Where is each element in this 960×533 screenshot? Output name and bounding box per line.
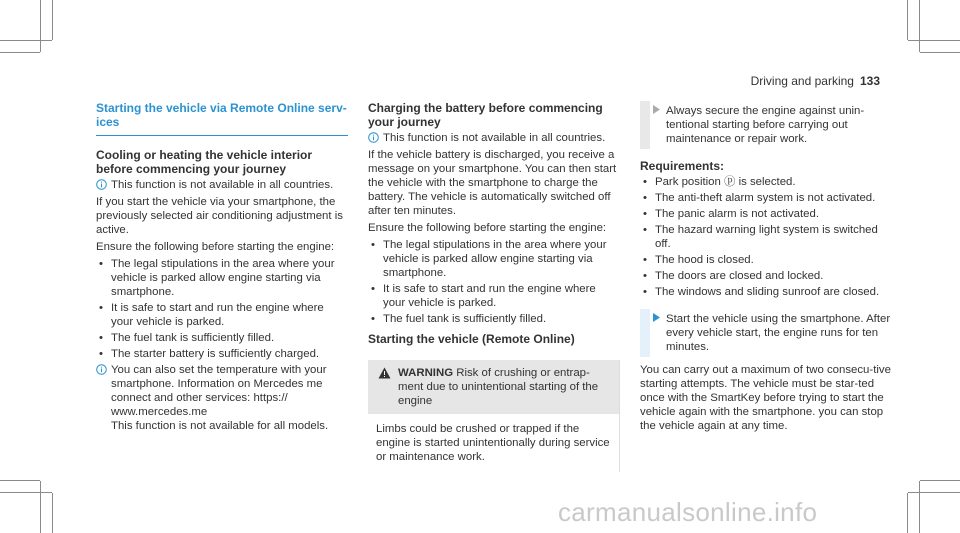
- action-step: [640, 309, 892, 357]
- warning-icon: [378, 367, 391, 379]
- bullet-list: [96, 257, 348, 361]
- crop-mark: [0, 40, 52, 41]
- subsection-heading: Charging the battery before commencing your journey: [368, 101, 603, 129]
- column-3: [640, 101, 892, 436]
- subsection-heading: Starting the vehicle (Remote Online): [368, 332, 575, 346]
- list-item-text: The fuel tank is sufficiently filled.: [111, 332, 275, 344]
- list-item-text: The hazard warning light system is switched off.: [655, 224, 878, 250]
- step-text: Start the vehicle using the smartphone. After every vehicle start, the engine runs for ten minutes.: [666, 313, 891, 353]
- list-item: • The hood is closed.: [643, 254, 754, 266]
- crop-mark: [907, 493, 908, 533]
- arrow-right-icon: [653, 105, 660, 114]
- warning-box: [368, 360, 620, 472]
- watermark: carmanualsonline.info: [558, 497, 818, 527]
- crop-mark: [52, 493, 53, 533]
- info-icon: [368, 132, 379, 143]
- note-text: This function is not available for all models.: [111, 420, 329, 432]
- paragraph: Ensure the following before starting the engine:: [96, 241, 335, 253]
- crop-mark: [40, 481, 41, 533]
- list-item: • The legal stipulations in the area where your vehicle is parked allow engine starting via smartphone.: [99, 258, 335, 298]
- note: [96, 363, 348, 433]
- crop-mark: [908, 492, 960, 493]
- paragraph: If you start the vehicle via your smartphone, the previously selected air conditioning adjustment is active.: [96, 196, 343, 236]
- crop-mark: [908, 40, 960, 41]
- list-item: • The anti-theft alarm system is not activated.: [643, 192, 876, 204]
- action-step: [640, 101, 892, 149]
- subsection-heading: Cooling or heating the vehicle interior before commencing your journey: [96, 148, 313, 176]
- warning-header: [368, 360, 619, 414]
- list-item-text: The fuel tank is sufficiently filled.: [383, 313, 547, 325]
- warning-title: Risk of crushing or entrap-ment due to unintentional starting of the engine: [398, 367, 599, 407]
- list-item-text: It is safe to start and run the engine where your vehicle is parked.: [111, 302, 324, 328]
- list-item: • The fuel tank is sufficiently filled.: [371, 313, 547, 325]
- section-title: Starting the vehicle via Remote Online serv-ices: [96, 101, 348, 136]
- section-name: Driving and parking: [750, 74, 854, 88]
- paragraph: Ensure the following before starting the engine:: [368, 222, 607, 234]
- list-item-text: The hood is closed.: [655, 254, 754, 266]
- requirements-heading: Requirements:: [640, 159, 725, 173]
- list-item: • The hazard warning light system is switched off.: [643, 224, 878, 250]
- page-number: 133: [859, 74, 880, 88]
- step-text: Always secure the engine against unin-tentional starting before carrying out maintenance or repair work.: [666, 105, 865, 145]
- page-header: [751, 74, 880, 88]
- crop-mark: [0, 480, 40, 481]
- crop-mark: [919, 0, 920, 52]
- list-item-text: The anti-theft alarm system is not activated.: [655, 192, 876, 204]
- crop-mark: [0, 492, 52, 493]
- arrow-right-icon: [653, 313, 660, 322]
- crop-mark: [919, 481, 920, 533]
- note-text: You can also set the temperature with your smartphone. Information on Mercedes me connect and other services: https:// www.mercedes.me: [111, 364, 327, 418]
- crop-mark: [0, 52, 40, 53]
- column-1: [96, 101, 348, 436]
- list-item-text: The doors are closed and locked.: [655, 270, 824, 282]
- list-item-text: The panic alarm is not activated.: [655, 208, 819, 220]
- list-item-text: The windows and sliding sunroof are closed.: [655, 286, 880, 298]
- list-item: • The legal stipulations in the area where your vehicle is parked allow engine starting via smartphone.: [371, 239, 607, 279]
- note-text: This function is not available in all countries.: [111, 179, 334, 191]
- crop-mark: [52, 0, 53, 40]
- paragraph: You can carry out a maximum of two consecu-tive starting attempts. The vehicle must be star-ted once with the SmartKey before trying to start the vehicle again with the smartphone. you can stop the vehicle again at any time.: [640, 364, 891, 432]
- list-item: • The doors are closed and locked.: [643, 270, 824, 282]
- bullet-list: [368, 238, 620, 326]
- warning-label: WARNING: [398, 367, 454, 379]
- info-icon: [96, 364, 107, 375]
- requirements-list: [640, 175, 892, 299]
- column-2: [368, 101, 620, 472]
- list-item: • The starter battery is sufficiently charged.: [99, 348, 320, 360]
- crop-mark: [920, 52, 960, 53]
- list-item: • The panic alarm is not activated.: [643, 208, 819, 220]
- list-item-text: The legal stipulations in the area where your vehicle is parked allow engine starting via smartphone.: [383, 239, 607, 279]
- crop-mark: [920, 480, 960, 481]
- info-icon: [96, 179, 107, 190]
- list-item-text: The legal stipulations in the area where your vehicle is parked allow engine starting via smartphone.: [111, 258, 335, 298]
- list-item-text: Park position ⓟ is selected.: [655, 176, 796, 188]
- warning-body: Limbs could be crushed or trapped if the engine is started unintentionally during service or maintenance work.: [368, 414, 619, 472]
- list-item-text: It is safe to start and run the engine where your vehicle is parked.: [383, 283, 596, 309]
- crop-mark: [40, 0, 41, 52]
- note: [368, 131, 620, 145]
- crop-mark: [907, 0, 908, 40]
- list-item: • It is safe to start and run the engine where your vehicle is parked.: [371, 283, 596, 309]
- list-item: • It is safe to start and run the engine where your vehicle is parked.: [99, 302, 324, 328]
- list-item: • The fuel tank is sufficiently filled.: [99, 332, 275, 344]
- list-item: • The windows and sliding sunroof are closed.: [643, 286, 880, 298]
- list-item-text: The starter battery is sufficiently charged.: [111, 348, 320, 360]
- note-text: This function is not available in all countries.: [383, 132, 606, 144]
- paragraph: If the vehicle battery is discharged, you receive a message on your smartphone. You can then start the vehicle with the smartphone to charge the battery. The vehicle is automatically switched off after ten minutes.: [368, 149, 617, 217]
- note: [96, 178, 348, 192]
- list-item: • Park position ⓟ is selected.: [643, 176, 796, 188]
